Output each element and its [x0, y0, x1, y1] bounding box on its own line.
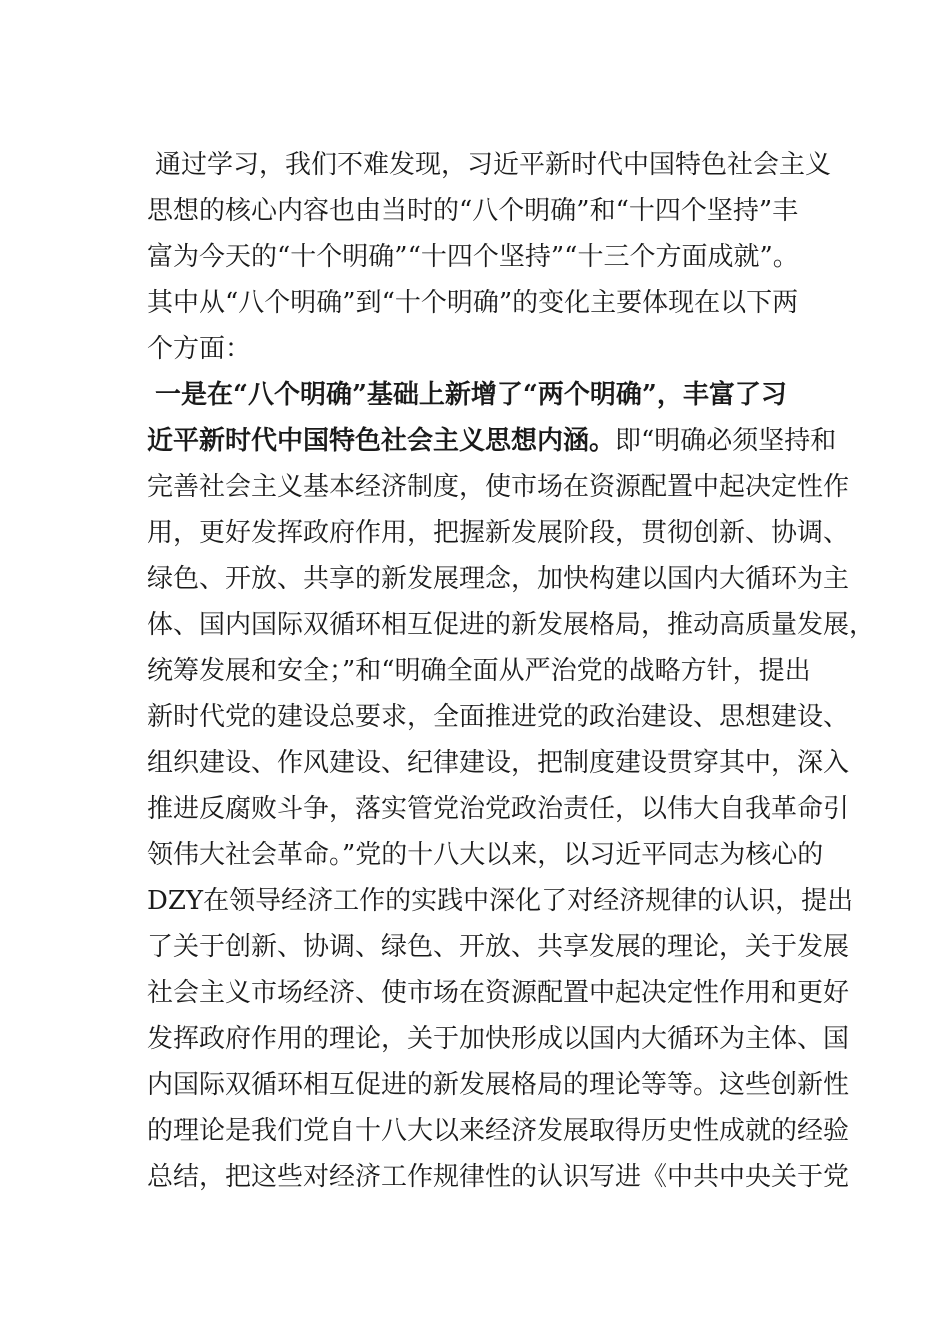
text-line: 完善社会主义基本经济制度，使市场在资源配置中起决定性作 — [147, 472, 850, 502]
text-line: 思想的核心内容也由当时的“八个明确”和“十四个坚持”丰 — [147, 196, 799, 226]
text-line: 组织建设、作风建设、纪律建设，把制度建设贯穿其中，深入 — [147, 748, 850, 778]
text-line: 新时代党的建设总要求，全面推进党的政治建设、思想建设、 — [147, 702, 850, 732]
text-line: 推进反腐败斗争，落实管党治党政治责任，以伟大自我革命引 — [147, 794, 850, 824]
paragraph-2 — [147, 372, 876, 1200]
bold-text-line: 一是在“八个明确”基础上新增了“两个明确”，丰富了习 — [155, 380, 787, 410]
text-line: 内国际双循环相互促进的新发展格局的理论等等。这些创新性 — [147, 1070, 850, 1100]
text-line: 统筹发展和安全；”和“明确全面从严治党的战略方针，提出 — [147, 656, 811, 686]
text-line: 个方面： — [147, 334, 252, 364]
text-line — [147, 418, 847, 464]
text-line: 领伟大社会革命。”党的十八大以来，以习近平同志为核心的 — [147, 840, 824, 870]
paragraph-1 — [147, 142, 847, 372]
text-line: 其中从“八个明确”到“十个明确”的变化主要体现在以下两 — [147, 288, 799, 318]
text-line: 了关于创新、协调、绿色、开放、共享发展的理论，关于发展 — [147, 932, 850, 962]
text-span: 即“明确必须坚持和 — [615, 426, 837, 456]
text-line: 社会主义市场经济、使市场在资源配置中起决定性作用和更好 — [147, 978, 850, 1008]
text-line: 富为今天的“十个明确”“十四个坚持”“十三个方面成就”。 — [147, 242, 799, 272]
document-body — [147, 142, 876, 1200]
text-line: 发挥政府作用的理论，关于加快形成以国内大循环为主体、国 — [147, 1024, 850, 1054]
text-line: 体、国内国际双循环相互促进的新发展格局，推动高质量发展， — [147, 610, 876, 640]
text-line: 绿色、开放、共享的新发展理念，加快构建以国内大循环为主 — [147, 564, 850, 594]
text-line: DZY在领导经济工作的实践中深化了对经济规律的认识，提出 — [147, 886, 854, 916]
text-line: 总结，把这些对经济工作规律性的认识写进《中共中央关于党 — [147, 1162, 850, 1192]
text-line: 用，更好发挥政府作用，把握新发展阶段，贯彻创新、协调、 — [147, 518, 850, 548]
text-line: 的理论是我们党自十八大以来经济发展取得历史性成就的经验 — [147, 1116, 850, 1146]
text-line: 通过学习，我们不难发现，习近平新时代中国特色社会主义 — [155, 150, 832, 180]
bold-text-span: 近平新时代中国特色社会主义思想内涵。 — [147, 426, 616, 456]
